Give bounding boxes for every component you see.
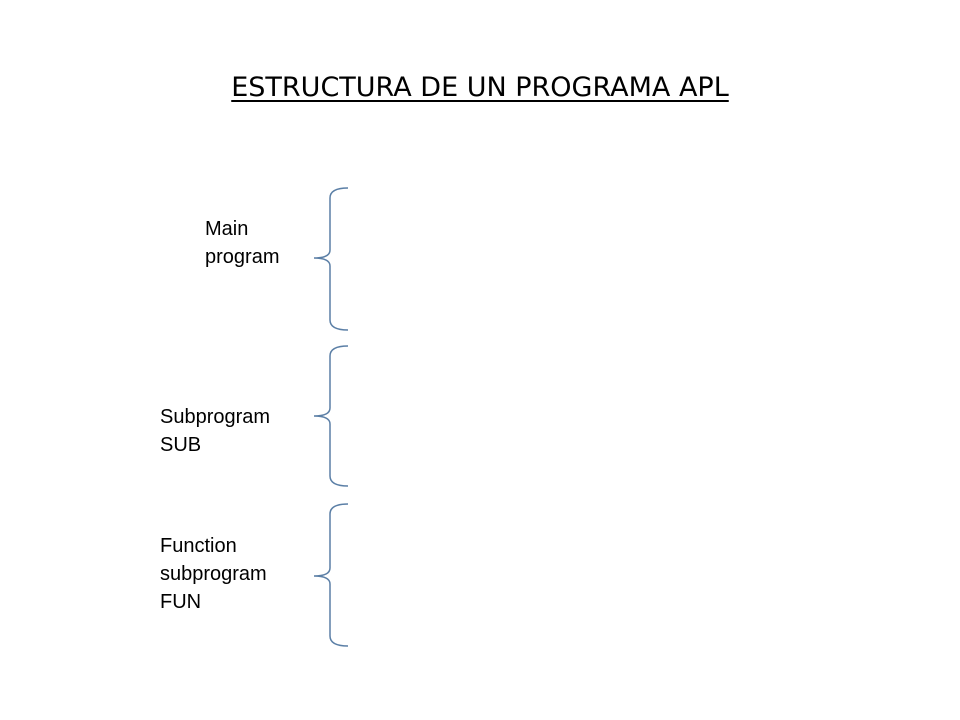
main-program-brace	[314, 188, 348, 330]
function-subprogram-brace	[314, 504, 348, 646]
function-subprogram-line-3: FUN	[160, 591, 202, 613]
subprogram-brace	[314, 346, 348, 486]
function-subprogram-line-2: subprogram	[160, 563, 267, 585]
function-subprogram-line-1: Function	[160, 535, 237, 557]
subprogram-line-2: SUB	[160, 434, 202, 456]
main-program-line-1: Main	[205, 218, 249, 240]
page-title: ESTRUCTURA DE UN PROGRAMA APL	[231, 72, 729, 103]
subprogram-line-1: Subprogram	[160, 406, 271, 428]
main-program-line-2: program	[205, 246, 280, 268]
